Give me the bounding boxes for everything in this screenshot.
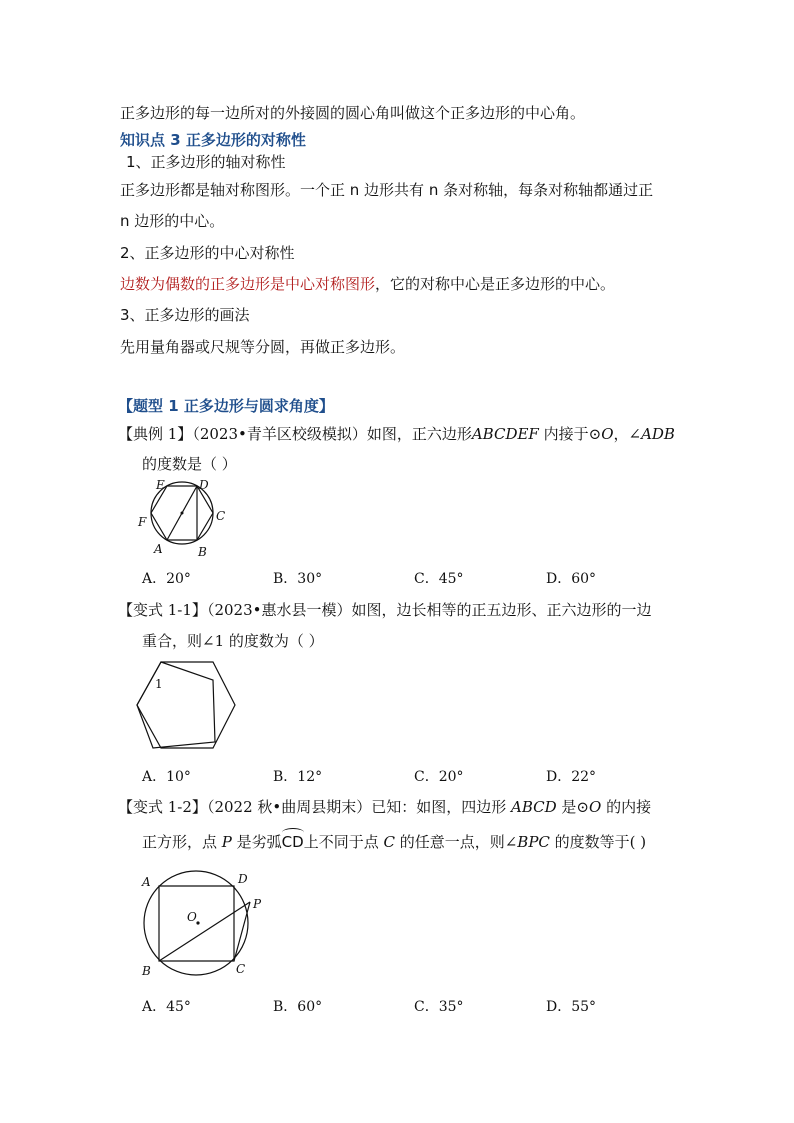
q1-source: （2023•青羊区校级模拟）如图，正六边形	[192, 425, 472, 443]
q1-hexagon-figure	[130, 476, 240, 566]
q3-center-dot	[196, 921, 199, 924]
q1-text-mid: 内接于⊙	[538, 425, 602, 443]
q3-point-p: P	[221, 833, 232, 851]
highlighted-statement: 边数为偶数的正多边形是中心对称图形	[120, 275, 376, 293]
heading-question-type-1: 【题型 1 正多边形与圆求角度】	[118, 397, 334, 415]
q1-stem-line1	[118, 424, 675, 444]
q1-label-d: D	[199, 478, 209, 492]
q3-text-e: 的度数等于( )	[549, 833, 647, 851]
paragraph-central-angle: 正多边形的每一边所对的外接圆的圆心角叫做这个正多边形的中心角。	[120, 104, 586, 122]
paragraph-axial-symmetry-2: n 边形的中心。	[120, 212, 225, 230]
q3-angle-bpc: BPC	[517, 833, 550, 851]
q2-stem-line2: 重合，则∠1 的度数为（ ）	[142, 632, 324, 650]
q1-tag: 【典例 1】	[118, 425, 193, 443]
q3-point-c: C	[383, 833, 395, 851]
q1-label-a: A	[154, 542, 163, 556]
q2-stem-line1	[118, 600, 651, 620]
q3-label-c: C	[236, 962, 246, 976]
q2-polygons-figure	[130, 658, 240, 758]
q1-option-d[interactable]: D．60°	[546, 571, 597, 587]
q2-option-d[interactable]: D．22°	[546, 769, 597, 785]
q3-label-a: A	[142, 875, 151, 889]
q1-angle-adb: ADB	[641, 425, 675, 443]
q3-tag: 【变式 1-2】	[118, 798, 207, 816]
q3-option-a[interactable]: A．45°	[142, 999, 191, 1015]
subheading-central-symmetry: 2、正多边形的中心对称性	[120, 244, 295, 262]
q3-text-a: 正方形，点	[142, 833, 222, 851]
q2-pentagon	[137, 662, 215, 748]
q1-stem-line2: 的度数是（ ）	[142, 455, 237, 473]
q1-label-f: F	[138, 515, 147, 529]
q3-text-d: 的任意一点，则∠	[394, 833, 518, 851]
q2-source: （2023•惠水县一模）如图，边长相等的正五边形、正六边形的一边	[206, 601, 652, 619]
q1-center-dot	[181, 512, 184, 515]
q1-option-a[interactable]: A．20°	[142, 571, 191, 587]
q1-label-c: C	[216, 509, 226, 523]
q3-text-b: 是劣弧	[231, 833, 282, 851]
statement-rest: ，它的对称中心是正多边形的中心。	[375, 275, 616, 293]
q3-circle-o: O	[588, 798, 602, 816]
paragraph-drawing-method: 先用量角器或尺规等分圆，再做正多边形。	[120, 338, 406, 356]
paragraph-axial-symmetry-1: 正多边形都是轴对称图形。一个正 n 边形共有 n 条对称轴，每条对称轴都通过正	[120, 181, 654, 199]
q3-label-d: D	[238, 872, 248, 886]
q3-stem-line2	[142, 832, 646, 852]
subheading-axial-symmetry: 1、正多边形的轴对称性	[126, 153, 286, 171]
q3-option-d[interactable]: D．55°	[546, 999, 597, 1015]
q3-label-b: B	[142, 964, 151, 978]
q1-angle-sign: ，∠	[613, 425, 642, 443]
q3-option-c[interactable]: C．35°	[414, 999, 464, 1015]
q3-stem-line1	[118, 797, 651, 817]
q3-label-o: O	[187, 910, 197, 924]
subheading-drawing-method: 3、正多边形的画法	[120, 306, 250, 324]
q3-label-p: P	[253, 897, 262, 911]
q2-hexagon	[137, 662, 235, 748]
q3-square-figure	[132, 862, 282, 982]
q3-arc-cd: CD	[281, 833, 304, 851]
q1-option-b[interactable]: B．30°	[273, 571, 323, 587]
q2-option-b[interactable]: B．12°	[273, 769, 323, 785]
q2-tag: 【变式 1-1】	[118, 601, 207, 619]
paragraph-central-symmetry	[120, 274, 615, 294]
q2-option-a[interactable]: A．10°	[142, 769, 191, 785]
q3-square-name: ABCD	[511, 798, 557, 816]
q1-label-e: E	[156, 478, 165, 492]
heading-knowledge-point-3: 知识点 3 正多边形的对称性	[120, 131, 306, 149]
q1-label-b: B	[198, 545, 207, 559]
q3-text-end: 的内接	[601, 798, 652, 816]
q2-angle-label: 1	[155, 677, 163, 691]
q1-polygon-name: ABCDEF	[471, 425, 539, 443]
q1-option-c[interactable]: C．45°	[414, 571, 464, 587]
q3-option-b[interactable]: B．60°	[273, 999, 323, 1015]
q3-text-mid: 是⊙	[556, 798, 589, 816]
q3-text-c: 上不同于点	[303, 833, 384, 851]
q1-circle-o: O	[601, 425, 614, 443]
q3-source: （2022 秋•曲周县期末）已知：如图，四边形	[206, 798, 511, 816]
q2-option-c[interactable]: C．20°	[414, 769, 464, 785]
